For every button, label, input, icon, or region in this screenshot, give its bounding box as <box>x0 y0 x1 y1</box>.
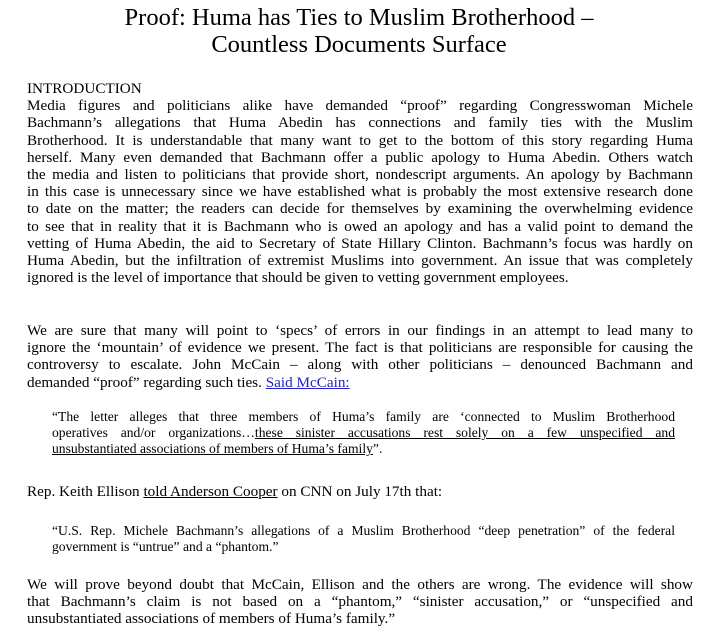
underlined-text: unsubstantiated associations of members of Huma’s family <box>52 441 373 456</box>
paragraph-ellison <box>27 483 693 500</box>
paragraph-intro <box>27 80 693 286</box>
text-segment: the media and listen to politicians that provide short, nondescript arguments. An apology by Bachmann <box>27 165 693 183</box>
text-line <box>52 523 675 539</box>
text-segment: in this case is unnecessary since we have established what is probably the most extensive research done <box>27 183 693 201</box>
text-segment: government is “untrue” and a “phantom.” <box>52 539 279 554</box>
text-line <box>52 441 675 457</box>
underlined-text: these sinister accusations rest solely on a few unspecified and <box>254 425 675 440</box>
text-line <box>27 374 693 391</box>
text-segment: ”. <box>372 441 383 456</box>
text-segment: We will prove beyond doubt that McCain, Ellison and the others are wrong. The evidence will show <box>27 576 693 593</box>
text-segment: to see that in reality that it is Bachmann who is owed an apology and has a valid point to demand the <box>27 217 693 235</box>
title-line: Countless Documents Surface <box>211 31 507 58</box>
document-title <box>0 4 718 58</box>
text-segment: that Bachmann’s claim is not based on a “phantom,” “sinister accusation,” or “unspecified and <box>27 593 693 611</box>
text-segment: to date on the matter; the readers can decide for themselves by examining the overwhelming evidence <box>27 200 693 218</box>
text-line <box>27 114 693 131</box>
text-line <box>27 356 693 373</box>
text-segment: Huma Abedin, but the infiltration of extremist Muslims into government. An issue that was completely <box>27 251 693 269</box>
text-line <box>27 132 693 149</box>
text-segment: “U.S. Rep. Michele Bachmann’s allegations of a Muslim Brotherhood “deep penetration” of the federal <box>52 523 675 538</box>
text-line <box>27 166 693 183</box>
text-line <box>27 200 693 217</box>
text-line <box>27 235 693 252</box>
text-segment: operatives and/or organizations… <box>52 425 255 440</box>
text-line <box>27 483 693 500</box>
text-segment: herself. Many even demanded that Bachmann offer a public apology to Huma Abedin. Others watch <box>27 148 693 166</box>
text-segment: vetting of Huma Abedin, the aid to Secretary of State Hillary Clinton. Bachmann’s focus was hardly on <box>27 234 693 252</box>
text-line <box>27 339 693 356</box>
paragraph-para2 <box>27 322 693 391</box>
section-heading: INTRODUCTION <box>27 80 142 97</box>
text-line <box>27 149 693 166</box>
text-line <box>27 80 693 97</box>
text-line <box>52 409 675 425</box>
text-segment: demanded “proof” regarding such ties. <box>27 373 266 391</box>
text-line <box>27 322 693 339</box>
text-segment: “The letter alleges that three members of Huma’s family are ‘connected to Muslim Brotherhood <box>52 409 675 424</box>
block-quote <box>52 409 675 457</box>
text-line <box>27 183 693 200</box>
text-segment: controversy to escalate. John McCain – along with other politicians – denounced Bachmann and <box>27 356 693 374</box>
text-line <box>27 97 693 114</box>
text-line <box>52 425 675 441</box>
text-segment: Bachmann’s allegations that Huma Abedin has connections and family ties with the Muslim <box>27 114 693 132</box>
underlined-text: told Anderson Cooper <box>143 483 278 500</box>
text-line <box>27 269 693 286</box>
text-line <box>27 576 693 593</box>
text-line <box>27 593 693 610</box>
block-quote <box>52 523 675 555</box>
text-segment: Rep. Keith Ellison <box>27 483 144 500</box>
text-line <box>27 218 693 235</box>
text-segment: Media figures and politicians alike have demanded “proof” regarding Congresswoman Michele <box>27 97 693 115</box>
text-segment: Brotherhood. It is understandable that many want to get to the bottom of this story regarding Huma <box>27 131 693 149</box>
text-segment: We are sure that many will point to ‘specs’ of errors in our findings in an attempt to lead many to <box>27 322 693 339</box>
said-mccain-link[interactable]: Said McCain: <box>265 373 350 391</box>
text-segment: unsubstantiated associations of members of Huma’s family.” <box>27 610 396 628</box>
text-segment: on CNN on July 17th that: <box>277 483 443 500</box>
text-line <box>27 252 693 269</box>
text-segment: ignore the ‘mountain’ of evidence we present. The fact is that politicians are responsible for causing the <box>27 339 693 357</box>
paragraph-conclusion <box>27 576 693 628</box>
title-line: Proof: Huma has Ties to Muslim Brotherhood – <box>124 4 594 31</box>
text-line <box>27 610 693 627</box>
text-segment: ignored is the level of importance that should be given to vetting government employees. <box>27 269 569 287</box>
text-line <box>52 539 675 555</box>
